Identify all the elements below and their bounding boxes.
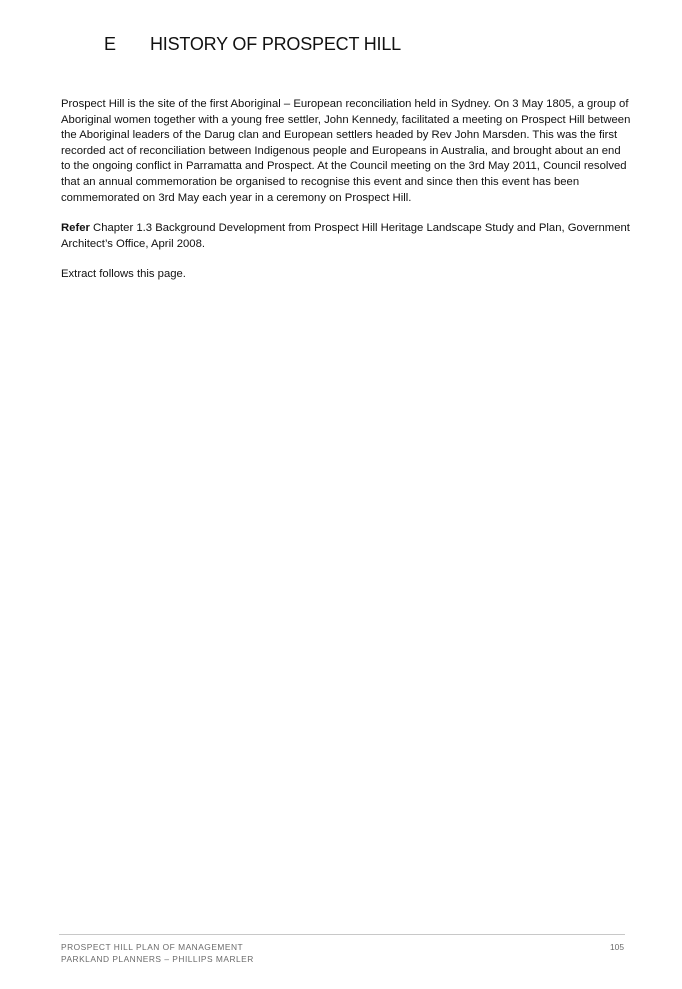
section-title: HISTORY OF PROSPECT HILL (150, 34, 401, 54)
footer-document-title: PROSPECT HILL PLAN OF MANAGEMENT (61, 942, 244, 952)
footer-authors: PARKLAND PLANNERS – PHILLIPS MARLER (61, 954, 254, 964)
page-number: 105 (610, 942, 624, 952)
history-paragraph: Prospect Hill is the site of the first Aboriginal – European reconciliation held in Sydney. On 3 May 1805, a group of Aboriginal women together with a young free settler, John Kennedy, facilitated a meeting on Prospect Hill between the Aboriginal leaders of the Darug clan and European settlers headed by Rev John Marsden. This was the first recorded act of reconciliation between Indigenous people and Europeans in Australia, and brought about an end to the ongoing conflict in Parramatta and Prospect. At the Council meeting on the 3rd May 2011, Council resolved that an annual commemoration be organised to recognise this event and since then this event has been commemorated on 3rd May each year in a ceremony on Prospect Hill. (61, 98, 631, 204)
body-text (61, 97, 631, 298)
refer-paragraph (61, 221, 631, 252)
extract-note: Extract follows this page. (61, 268, 186, 281)
footer-divider (59, 934, 625, 935)
section-heading (104, 33, 401, 55)
refer-label: Refer (61, 222, 90, 235)
refer-text: Chapter 1.3 Background Development from Prospect Hill Heritage Landscape Study and Plan, Government Architect’s Office, April 2008. (61, 222, 630, 250)
section-letter: E (104, 34, 116, 54)
page-footer (61, 941, 624, 965)
